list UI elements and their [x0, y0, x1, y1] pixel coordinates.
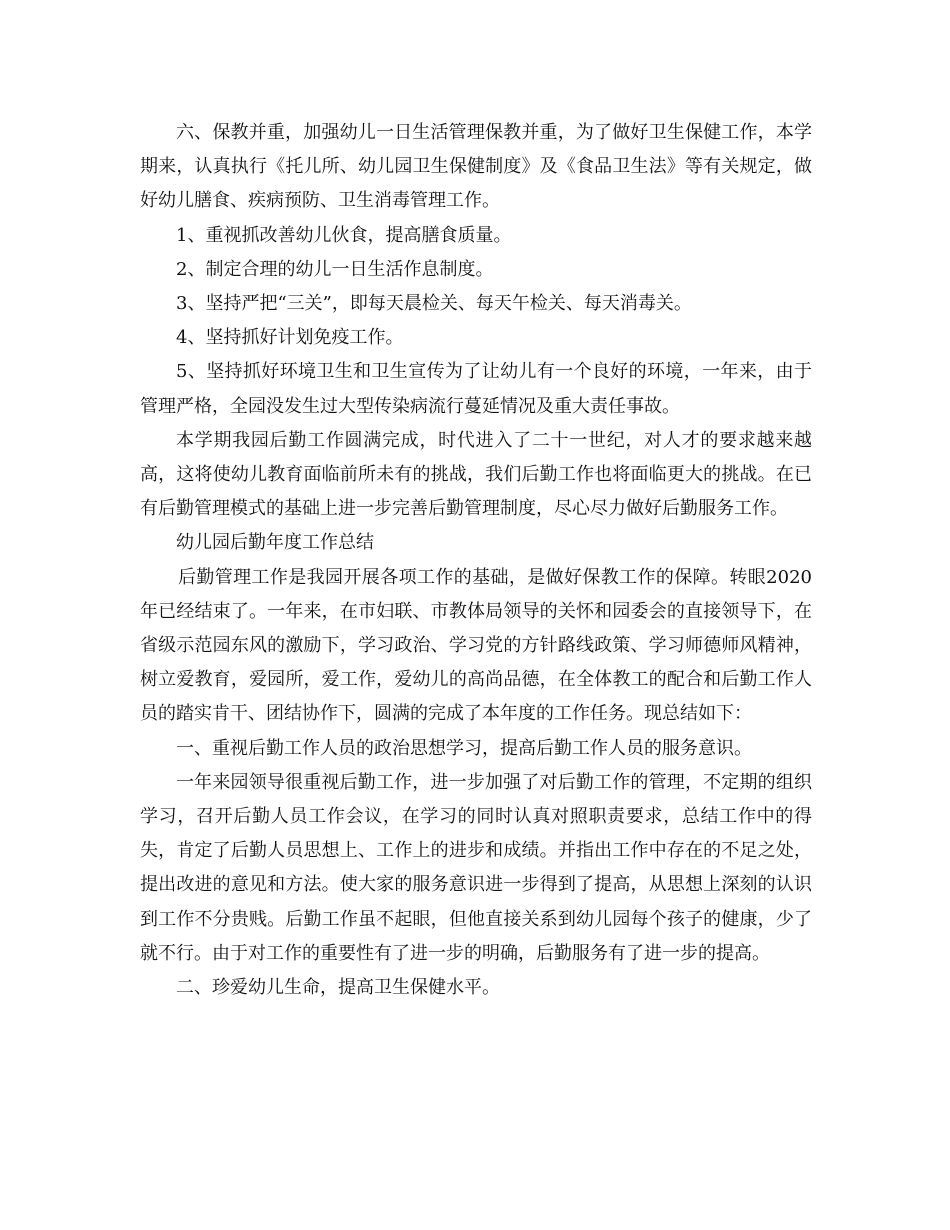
paragraph-semester-summary: 本学期我园后勤工作圆满完成，时代进入了二十一世纪，对人才的要求越来越高，这将使幼儿教育面临前所未有的挑战，我们后勤工作也将面临更大的挑战。在已有后勤管理模式的基础上进一步完善后勤管理制度，尽心尽力做好后勤服务工作。	[140, 429, 812, 520]
paragraph-annual-summary: 后勤管理工作是我园开展各项工作的基础，是做好保教工作的保障。转眼2020年已经结束了。一年来，在市妇联、市教体局领导的关怀和园委会的直接领导下，在省级示范园东风的激励下，学习政治、学习党的方针路线政策、学习师德师风精神，树立爱教育，爱园所，爱工作，爱幼儿的高尚品德，在全体教工的配合和后勤工作人员的踏实肯干、团结协作下，圆满的完成了本年度的工作任务。现总结如下：	[140, 566, 812, 725]
document-body	[140, 116, 812, 1005]
paragraph-item-1: 1、重视抓改善幼儿伙食，提高膳食质量。	[176, 224, 512, 246]
paragraph-health-care-intro: 六、保教并重，加强幼儿一日生活管理保教并重，为了做好卫生保健工作，本学期来，认真执行《托儿所、幼儿园卫生保健制度》及《食品卫生法》等有关规定，做好幼儿膳食、疾病预防、卫生消毒管理工作。	[140, 122, 812, 212]
section-title: 幼儿园后勤年度工作总结	[176, 532, 374, 554]
paragraph-item-5: 5、坚持抓好环境卫生和卫生宣传为了让幼儿有一个良好的环境，一年来，由于管理严格，全园没发生过大型传染病流行蔓延情况及重大责任事故。	[140, 361, 812, 417]
heading-section-one: 一、重视后勤工作人员的政治思想学习，提高后勤工作人员的服务意识。	[176, 737, 752, 759]
paragraph-section-one-body: 一年来园领导很重视后勤工作，进一步加强了对后勤工作的管理，不定期的组织学习，召开后勤人员工作会议，在学习的同时认真对照职责要求，总结工作中的得失，肯定了后勤人员思想上、工作上的进步和成绩。并指出工作中存在的不足之处，提出改进的意见和方法。使大家的服务意识进一步得到了提高，从思想上深刻的认识到工作不分贵贱。后勤工作虽不起眼，但他直接关系到幼儿园每个孩子的健康，少了就不行。由于对工作的重要性有了进一步的明确，后勤服务有了进一步的提高。	[140, 771, 812, 964]
paragraph-item-4: 4、坚持抓好计划免疫工作。	[176, 327, 404, 349]
heading-section-two: 二、珍爱幼儿生命，提高卫生保健水平。	[176, 977, 500, 999]
paragraph-item-3: 3、坚持严把“三关”，即每天晨检关、每天午检关、每天消毒关。	[176, 293, 692, 315]
paragraph-item-2: 2、制定合理的幼儿一日生活作息制度。	[176, 258, 494, 280]
